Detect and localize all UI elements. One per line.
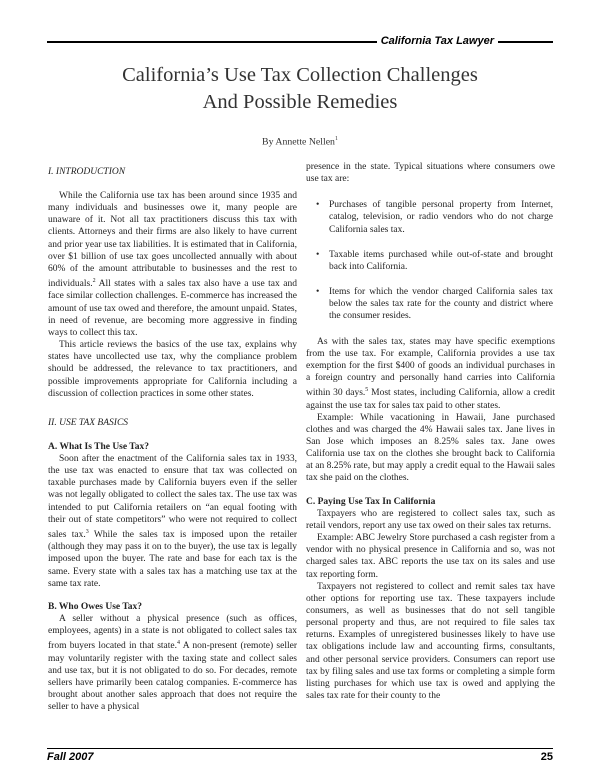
- paragraph: Taxpayers not registered to collect and remit sales tax have other options for reporting use tax. These taxpayers include consumers, as well as businesses that do not sell tangible personal property and thus, are not required to file sales tax returns. Examples of unregistered businesses likely to have use tax obligations include law and accounting firms, consultants, and other personal service providers. Consumers can report use tax by filing sales and use tax forms or completing a simple form listing purchases for which use tax is owed and applying the sales tax rate for their county to the: [306, 581, 555, 702]
- paragraph: This article reviews the basics of the use tax, explains why states have uncollected use tax, why the compliance problem should be addressed, the relevance to tax practitioners, and possible improvements appropriate for California including a discussion of collection practices in some other states.: [48, 340, 297, 399]
- bullet-icon: •: [316, 200, 320, 211]
- section-heading-intro: I. INTRODUCTION: [48, 167, 126, 177]
- paragraph: Example: ABC Jewelry Store purchased a cash register from a vendor with no physical presence in California and so, was not charged sales tax. ABC reports the use tax on its sales and use tax reporting form.: [306, 533, 555, 580]
- list-item: • Purchases of tangible personal property from Internet, catalog, television, or radio vendors who do not charge California sales tax.: [316, 200, 553, 235]
- paragraph: Taxpayers who are registered to collect sales tax, such as retail vendors, report any use tax owed on their sales tax returns.: [306, 508, 555, 531]
- footer-rule: [47, 748, 553, 749]
- footnote-ref: 1: [334, 136, 338, 142]
- page-number: 25: [540, 751, 553, 763]
- article-title: [0, 62, 600, 116]
- byline: [0, 136, 600, 147]
- bullet-list: [306, 199, 555, 322]
- paragraph: Example: While vacationing in Hawaii, Jane purchased clothes and was charged the 4% Hawaii sales tax. Jane lives in San Jose which imposes an 8.25% sales tax. Jane owes California use tax on the clothes she brought back to California at an 8.25% rate, but may apply a credit equal to the Hawaii sales tax she paid on the clothes.: [306, 412, 555, 484]
- list-item: • Items for which the vendor charged California sales tax below the sales tax rate for the county and district where the consumer resides.: [316, 287, 553, 322]
- left-column: [48, 160, 297, 713]
- paragraph: presence in the state. Typical situations where consumers owe use tax are:: [306, 162, 555, 185]
- subheading-who-owes: B. Who Owes Use Tax?: [48, 601, 143, 612]
- title-line-1: California’s Use Tax Collection Challenges: [122, 64, 478, 86]
- bullet-icon: •: [316, 287, 320, 298]
- paragraph: Soon after the enactment of the California sales tax in 1933, the use tax was enacted to ensure that tax was collected on taxable purchases made by California buyers even if the seller was not legally obligated to collect the sales tax. The use tax was intended to put California retailers on “an equal footing with their out of state competitors” who were not required to collect sales tax.$^3$ While the sales tax is imposed upon the retailer (although they may pass it on to the buyer), the use tax is legally imposed upon the buyer. The rate and base for each tax is the same. Every state with a sales tax has a matching use tax at the same tax rate.: [48, 453, 298, 589]
- title-line-2: And Possible Remedies: [202, 91, 398, 113]
- paragraph: While the California use tax has been around since 1935 and many individuals and businesses owe it, many people are unaware of it. Not all tax practitioners discuss this tax with clients. Attorneys and their firms are also likely to have current and prior year use tax liabilities. It is estimated that in California, over $1 billion of use tax goes uncollected annually with about 60% of the amount attributable to businesses and the rest to individuals.$^2$ All states with a sales tax also have a use tax and face similar collection challenges. E-commerce has increased the amount of use tax owed and therefore, the amount unpaid. States, in need of revenue, are becoming more aggressive in finding ways to collect this tax.: [48, 191, 297, 338]
- section-heading-basics: II. USE TAX BASICS: [48, 417, 129, 428]
- footnote-ref: 3: [85, 528, 89, 535]
- journal-name: California Tax Lawyer: [377, 34, 498, 49]
- paragraph: A seller without a physical presence (such as offices, employees, agents) in a state is not obligated to collect sales tax from buyers located in that state.$^4$ A non-present (remote) seller may voluntarily register with the taxing state and collect sales and use tax, but it is not obligated to do so. For decades, remote sellers have primarily been catalog companies. E-commerce has brought about another sales approach that does not require the seller to have a physical: [48, 614, 297, 713]
- subheading-what-is: A. What Is The Use Tax?: [48, 441, 150, 452]
- right-column: [306, 161, 555, 702]
- list-item: • Taxable items purchased while out-of-state and brought back into California.: [316, 249, 553, 272]
- issue-label: Fall 2007: [47, 751, 94, 763]
- footnote-ref: 4: [176, 640, 180, 647]
- footnote-ref: 5: [365, 387, 369, 394]
- footnote-ref: 2: [92, 278, 96, 285]
- bullet-icon: •: [316, 249, 320, 260]
- running-footer: [47, 748, 553, 766]
- running-header: [47, 34, 553, 50]
- author: By Annette Nellen: [262, 136, 335, 148]
- paragraph: As with the sales tax, states may have specific exemptions from the use tax. For example, California provides a use tax exemption for the first $400 of goods an individual purchases in a foreign country and personally hand carries into California within 30 days.$^5$ Most states, including California, allow a credit against the use tax for sales tax paid to other states.: [306, 336, 555, 411]
- subheading-paying: C. Paying Use Tax In California: [306, 496, 436, 507]
